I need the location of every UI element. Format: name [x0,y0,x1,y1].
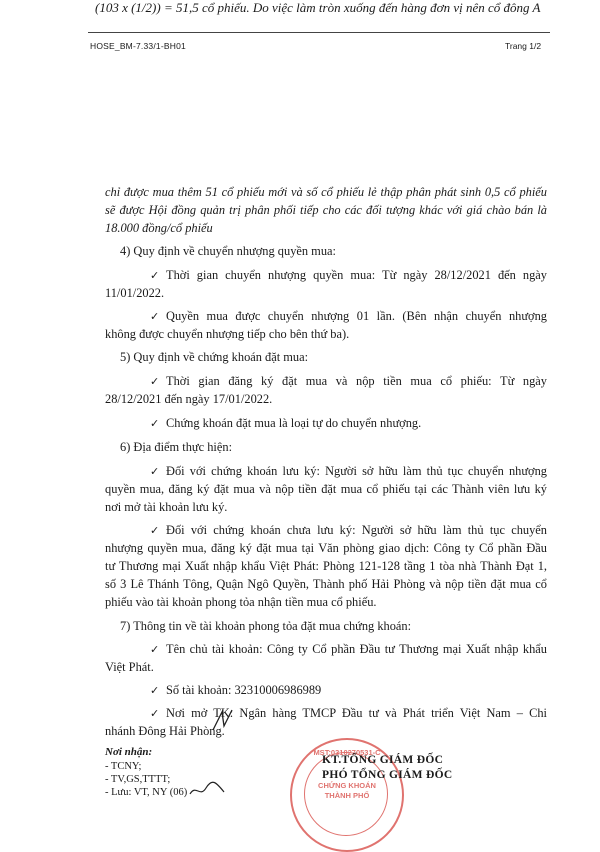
s6-bullet-2-cont-2: tư Thương mại Xuất nhập khẩu Việt Phát: Phòng 121-128 tầng 1 tòa nhà Thành Đạt 1, [105,559,547,573]
recipient-3: - Lưu: VT, NY (06) [105,787,188,798]
intro-line-2: sẽ được Hội đồng quản trị phân phối tiếp cho các đối tượng khác với giá chào bán là [105,203,547,217]
s7-bullet-3-cont: nhánh Đông Hải Phòng. [105,724,225,738]
check-icon: ✓ [150,311,160,323]
s5-bullet-2: ✓ Chứng khoán đặt mua là loại tự do chuyển nhượng. [150,414,421,433]
check-icon: ✓ [150,466,160,478]
intro-line-3: 18.000 đồng/cổ phiếu [105,221,213,235]
check-icon: ✓ [150,685,160,697]
section-7-heading: 7) Thông tin về tài khoản phong tỏa đặt mua chứng khoán: [120,619,412,633]
section-4-heading: 4) Quy định về chuyển nhượng quyền mua: [120,244,336,258]
s7-bullet-2: ✓ Số tài khoản: 32310006986989 [150,681,321,700]
check-icon: ✓ [150,525,160,537]
s4-bullet-2: ✓ Quyền mua được chuyển nhượng 01 lần. (Bên nhận chuyển nhượng [150,307,547,326]
recipient-1: - TCNY; [105,761,142,772]
form-code: HOSE_BM-7.33/1-BH01 [90,41,186,51]
s6-bullet-2-cont-3: số 3 Lê Thánh Tông, Quận Ngô Quyền, Thành phố Hải Phòng và nộp tiền đặt mua cổ [105,577,547,591]
continued-text-line: (103 x (1/2)) = 51,5 cổ phiếu. Do việc làm tròn xuống đến hàng đơn vị nên cổ đông A [95,0,541,15]
check-icon: ✓ [150,644,160,656]
s6-bullet-2-cont-4: phiếu vào tài khoản phong tỏa nhận tiền mua cổ phiếu. [105,595,377,609]
check-icon: ✓ [150,418,160,430]
s5-bullet-1-cont: 28/12/2021 đến ngày 17/01/2022. [105,392,273,406]
s6-bullet-1-cont-1: quyền mua, đăng ký đặt mua và nộp tiền đặt mua cổ phiếu tại các Thành viên lưu ký [105,482,547,496]
s7-bullet-3: ✓ Nơi mở TK: Ngân hàng TMCP Đầu tư và Phát triển Việt Nam – Chi [150,704,547,723]
stamp-line-1: CHỨNG KHOÁN [318,781,376,790]
recipients-title: Nơi nhận: [105,746,153,758]
stamp-line-2: THÀNH PHỐ [324,791,370,800]
s6-bullet-2-cont-1: nhượng quyền mua, đăng ký đặt mua tại Văn phòng giao dịch: Công ty Cổ phần Đầu [105,541,547,555]
s4-bullet-1: ✓ Thời gian chuyển nhượng quyền mua: Từ ngày 28/12/2021 đến ngày [150,266,547,285]
s7-bullet-1: ✓ Tên chủ tài khoản: Công ty Cổ phần Đầu tư Thương mại Xuất nhập khẩu [150,640,547,659]
s5-bullet-1: ✓ Thời gian đăng ký đặt mua và nộp tiền mua cổ phiếu: Từ ngày [150,372,547,391]
recipient-2: - TV,GS,TTTT; [105,774,171,785]
check-icon: ✓ [150,376,160,388]
section-5-heading: 5) Quy định về chứng khoán đặt mua: [120,350,309,364]
stamp-tax-code: MST:0310270531-C [313,748,381,757]
page-number: Trang 1/2 [505,41,542,51]
s4-bullet-2-cont: không được chuyển nhượng tiếp cho bên thứ ba). [105,327,350,341]
initials-scribble [188,780,228,800]
s4-bullet-1-cont: 11/01/2022. [105,286,165,300]
s7-bullet-1-cont: Việt Phát. [105,660,154,674]
check-icon: ✓ [150,708,160,720]
signature-mark [210,706,240,736]
s6-bullet-1-cont-2: nơi mở tài khoản lưu ký. [105,500,228,514]
sign-title-1: KT.TỔNG GIÁM ĐỐC [322,754,444,766]
section-6-heading: 6) Địa điểm thực hiện: [120,440,233,454]
header-divider [88,32,550,33]
check-icon: ✓ [150,270,160,282]
s6-bullet-2: ✓ Đối với chứng khoán chưa lưu ký: Người sở hữu làm thủ tục chuyển [150,521,547,540]
intro-line-1: chỉ được mua thêm 51 cổ phiếu mới và số cổ phiếu lẻ thập phân phát sinh 0,5 cổ phiếu [105,185,547,199]
sign-title-2: PHÓ TỔNG GIÁM ĐỐC [322,769,453,781]
s6-bullet-1: ✓ Đối với chứng khoán lưu ký: Người sở hữu làm thủ tục chuyển nhượng [150,462,547,481]
